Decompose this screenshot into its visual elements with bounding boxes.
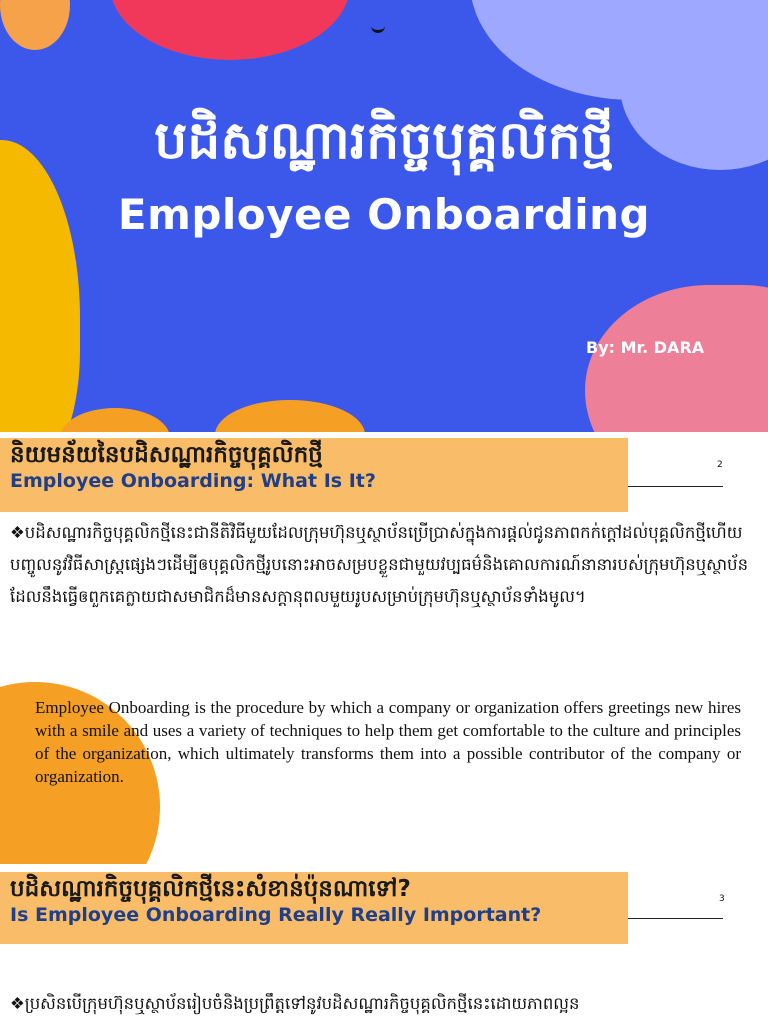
paragraph-khmer: ❖បដិសណ្ឋារកិច្ចបុគ្គលិកថ្មីនេះជានីតិវិធីមួយដែលក្រុមហ៊ុនឬស្ថាប័នប្រើប្រាស់ក្នុងការផ្តល់ជូនភាពកក់ក្ដៅដល់បុគ្គលិកថ្មីហើយបញ្ចូលនូវវិធីសាស្រ្តផ្សេងៗដើម្បីឲបុគ្គលិកថ្មីរូបនោះអាចសម្របខ្លួនជាមួយវប្បធម៌និងគោលការណ៍នានារបស់ក្រុមហ៊ុនឬស្ថាប័នដែលនឹងធ្វើឲពួកគេក្លាយជាសមាជិកដ៏មានសក្ដានុពលមួយរូបសម្រាប់ក្រុមហ៊ុនឬស្ថាប័នទាំងមូល។ (10, 523, 749, 607)
decorative-blob (0, 140, 80, 432)
decorative-blob (215, 400, 365, 432)
page-number: 2 (717, 460, 723, 470)
cover-title-khmer: បដិសណ្ឋារកិច្ចបុគ្គលិកថ្មី (154, 111, 614, 171)
paragraph-english: Employee Onboarding is the procedure by which a company or organization offers greetings new hires with a smile and uses a variety of techniques to help them get comfortable to the culture and principles of the organization, which ultimately transforms them into a possible contributor of the company or organization. (35, 698, 741, 787)
decorative-blob (110, 0, 350, 60)
page-number: 3 (719, 894, 725, 904)
cover-slide (0, 0, 768, 432)
smile-mark-icon (371, 22, 385, 33)
paragraph-khmer: ❖ប្រសិនបើក្រុមហ៊ុនឬស្ថាប័នរៀបចំនិងប្រព្រឹត្តទៅនូវបដិសណ្ឋារកិច្ចបុគ្គលិកថ្មីនេះដោយភាពល្អន (10, 994, 580, 1013)
header-rule (628, 486, 723, 487)
decorative-blob (60, 408, 170, 432)
decorative-blob (585, 285, 768, 432)
decorative-blob (0, 0, 70, 50)
slide-header (0, 872, 628, 944)
heading-khmer: បដិសណ្ឋារកិច្ចបុគ្គលិកថ្មីនេះសំខាន់ប៉ុនណាទៅ? (10, 876, 411, 902)
importance-slide (0, 864, 768, 1024)
author-credit: By: Mr. DARA (586, 338, 705, 357)
heading-khmer: និយមន័យនៃបដិសណ្ឋារកិច្ចបុគ្គលិកថ្មី (10, 442, 323, 468)
cover-title-english: Employee Onboarding (117, 190, 651, 239)
heading-english: Employee Onboarding: What Is It? (10, 469, 376, 492)
heading-english: Is Employee Onboarding Really Really Important? (10, 903, 542, 926)
slide-header (0, 438, 628, 512)
definition-slide (0, 432, 768, 864)
header-rule (628, 918, 723, 919)
